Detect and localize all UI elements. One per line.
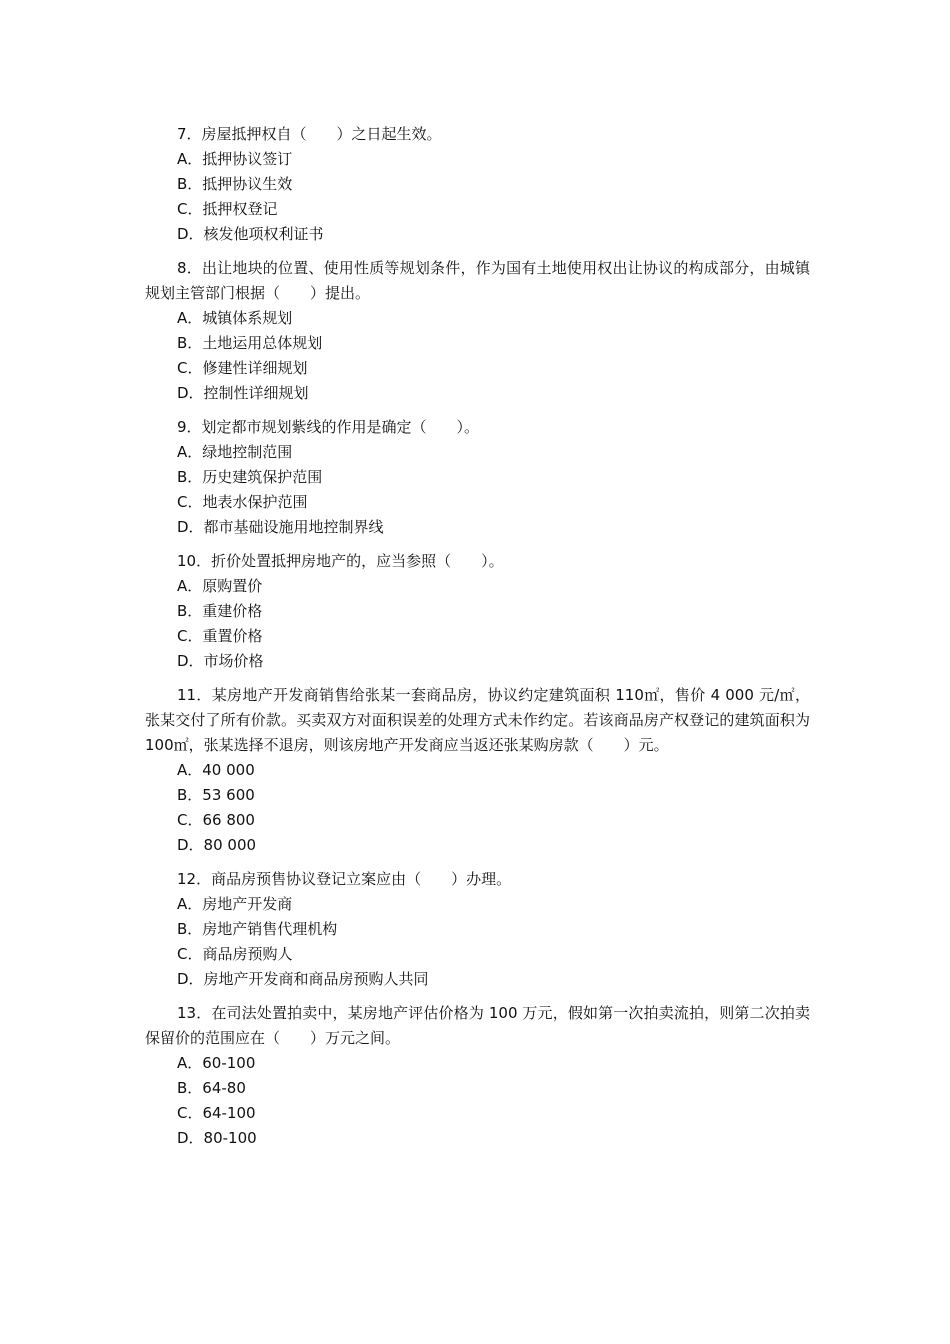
option-d: D．房地产开发商和商品房预购人共同	[177, 970, 429, 988]
question-10	[145, 549, 810, 674]
question-stem: 13．在司法处置拍卖中，某房地产评估价格为 100 万元，假如第一次拍卖流拍，则第二次拍卖保留价的范围应在（ ）万元之间。	[145, 1004, 810, 1047]
option-b: B．房地产销售代理机构	[177, 920, 338, 938]
option-a: A．城镇体系规划	[177, 309, 293, 327]
option-c: C．64-100	[177, 1104, 256, 1122]
option-d: D．80 000	[177, 836, 257, 854]
option-a: A．60-100	[177, 1054, 256, 1072]
question-stem: 10．折价处置抵押房地产的，应当参照（ ）。	[177, 552, 504, 570]
option-d: D．都市基础设施用地控制界线	[177, 518, 384, 536]
question-11	[145, 683, 810, 858]
option-b: B．历史建筑保护范围	[177, 468, 323, 486]
option-b: B．土地运用总体规划	[177, 334, 323, 352]
question-7	[145, 122, 810, 247]
question-13	[145, 1001, 810, 1151]
option-a: A．绿地控制范围	[177, 443, 293, 461]
option-b: B．重建价格	[177, 602, 263, 620]
question-stem: 9．划定都市规划紫线的作用是确定（ ）。	[177, 418, 480, 436]
question-12	[145, 867, 810, 992]
option-d: D．核发他项权利证书	[177, 225, 324, 243]
option-c: C．修建性详细规划	[177, 359, 308, 377]
option-a: A．房地产开发商	[177, 895, 293, 913]
option-c: C．商品房预购人	[177, 945, 293, 963]
option-a: A．40 000	[177, 761, 255, 779]
option-a: A．抵押协议签订	[177, 150, 293, 168]
option-a: A．原购置价	[177, 577, 263, 595]
question-8	[145, 256, 810, 406]
question-stem: 12．商品房预售协议登记立案应由（ ）办理。	[177, 870, 512, 888]
exam-page	[145, 122, 810, 1160]
option-b: B．抵押协议生效	[177, 175, 293, 193]
option-c: C．66 800	[177, 811, 255, 829]
option-d: D．控制性详细规划	[177, 384, 309, 402]
option-d: D．80-100	[177, 1129, 257, 1147]
option-d: D．市场价格	[177, 652, 264, 670]
option-b: B．53 600	[177, 786, 255, 804]
option-c: C．抵押权登记	[177, 200, 278, 218]
question-9	[145, 415, 810, 540]
question-stem: 11．某房地产开发商销售给张某一套商品房，协议约定建筑面积 110㎡，售价 4 000 元/㎡，张某交付了所有价款。买卖双方对面积误差的处理方式未作约定。若该商品房产权登记的建筑面积为 100㎡，张某选择不退房，则该房地产开发商应当返还张某购房款（ ）元。	[145, 686, 810, 754]
option-c: C．地表水保护范围	[177, 493, 308, 511]
option-b: B．64-80	[177, 1079, 246, 1097]
question-stem: 8．出让地块的位置、使用性质等规划条件，作为国有土地使用权出让协议的构成部分，由城镇规划主管部门根据（ ）提出。	[145, 259, 810, 302]
question-stem: 7．房屋抵押权自（ ）之日起生效。	[177, 125, 442, 143]
option-c: C．重置价格	[177, 627, 263, 645]
